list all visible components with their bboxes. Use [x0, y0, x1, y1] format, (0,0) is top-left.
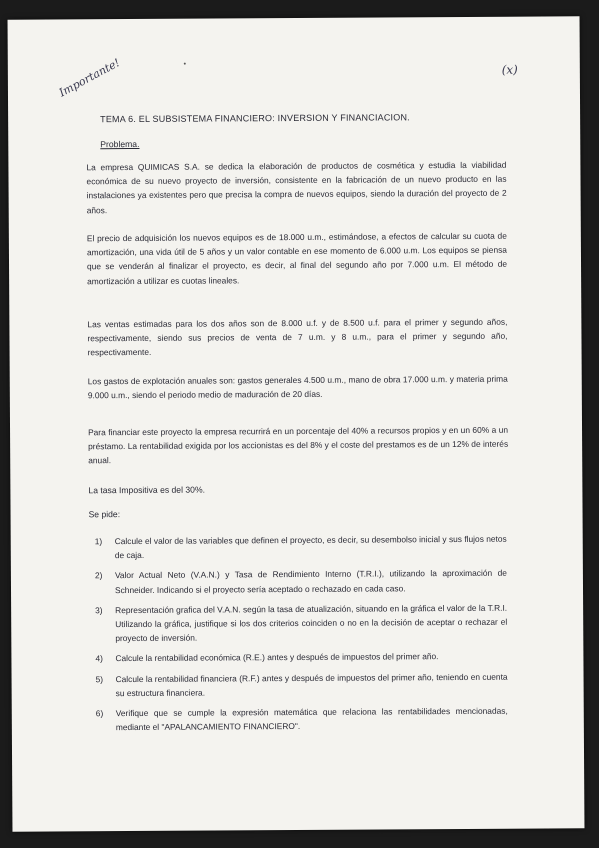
task-text: Calcule la rentabilidad financiera (R.F.) antes y después de impuestos del primer año, teniendo en cuenta su estructura financiera. — [115, 671, 508, 698]
task-number: 1) — [94, 536, 103, 547]
requirements-lead: Se pide: — [88, 509, 121, 520]
task-text: Valor Actual Neto (V.A.N.) y Tasa de Rendimiento Interno (T.R.I.), utilizando la aproximación de Schneider. Indicando si el proyecto sería aceptado o rechazado en cada caso. — [114, 568, 507, 595]
list-item — [95, 532, 507, 563]
task-text: Representación grafica del V.A.N. según la tasa de atualización, situando en la gráfica el valor de la T.R.I. Utilizando la gráfica, justifique si los dos criterios coinciden o no en la decisión de aceptar o rechazar el proyecto de inversión. — [115, 602, 508, 644]
task-text: Calcule el valor de las variables que definen el proyecto, es decir, su desembolso inicial y sus flujos netos de caja. — [114, 533, 507, 561]
list-item — [96, 669, 508, 700]
paragraph-expenses: Los gastos de explotación anuales son: gastos generales 4.500 u.m., mano de obra 17.000 u.m. y materia prima 9.000 u.m., siendo el periodo medio de maduración de 20 días. — [87, 373, 508, 401]
paragraph-sales: Las ventas estimadas para los dos años son de 8.000 u.f. y de 8.500 u.f. para el primer y segundo años, respectivamente, siendo sus precios de venta de 7 u.m. y 8 u.m., para el primer y segundo año, respectivamente. — [87, 316, 508, 358]
list-item — [95, 566, 507, 597]
paragraph-financing: Para financiar este proyecto la empresa recurrirá en un porcentaje del 40% a recursos propios y en un 60% a un préstamo. La rentabilidad exigida por los accionistas es del 8% y el coste del prestamos es de un 12% de interés anual. — [88, 424, 509, 466]
task-text: Calcule la rentabilidad económica (R.E.) antes y después de impuestos del primer año. — [115, 651, 439, 664]
task-number: 2) — [94, 570, 103, 581]
document-page — [8, 16, 585, 831]
problem-heading: Problema. — [100, 138, 140, 150]
handwritten-note: Importante! — [56, 56, 123, 100]
handwritten-mark: (x) — [501, 62, 518, 77]
list-item — [95, 649, 507, 666]
task-text: Verifique que se cumple la expresión matemática que relaciona las rentabilidades mencionadas, mediante el "APALANCAMIENTO FINANCIERO". — [115, 705, 508, 733]
list-item — [96, 704, 508, 735]
task-list — [95, 532, 508, 741]
ink-dot — [184, 63, 186, 65]
task-number: 5) — [95, 673, 104, 684]
document-title: TEMA 6. EL SUBSISTEMA FINANCIERO: INVERSION Y FINANCIACION. — [100, 112, 410, 125]
list-item — [95, 601, 507, 646]
paragraph-equipment: El precio de adquisición los nuevos equipos es de 18.000 u.m., estimándose, a efectos de calcular su cuota de amortización, una vida útil de 5 años y un valor contable en ese momento de 6.000 u.m. Los equipos se piensa que se venderán al finalizar el proyecto, es decir, al final del segundo año por 7.000 u.m. El método de amortización a utilizar es cuotas lineales. — [86, 230, 508, 286]
tax-rate-line: La tasa Impositiva es del 30%. — [88, 484, 205, 496]
task-number: 3) — [95, 604, 103, 616]
paragraph-company: La empresa QUIMICAS S.A. se dedica la elaboración de productos de cosmética y estudia la viabilidad económica de su nuevo proyecto de inversión, consistente en la fabricación de un nuevo producto en las instalaciones ya existentes pero que precisa la compra de nuevos equipos, siendo la duración del proyecto de 2 años. — [86, 159, 507, 215]
task-number: 4) — [95, 653, 103, 664]
task-number: 6) — [95, 708, 104, 719]
